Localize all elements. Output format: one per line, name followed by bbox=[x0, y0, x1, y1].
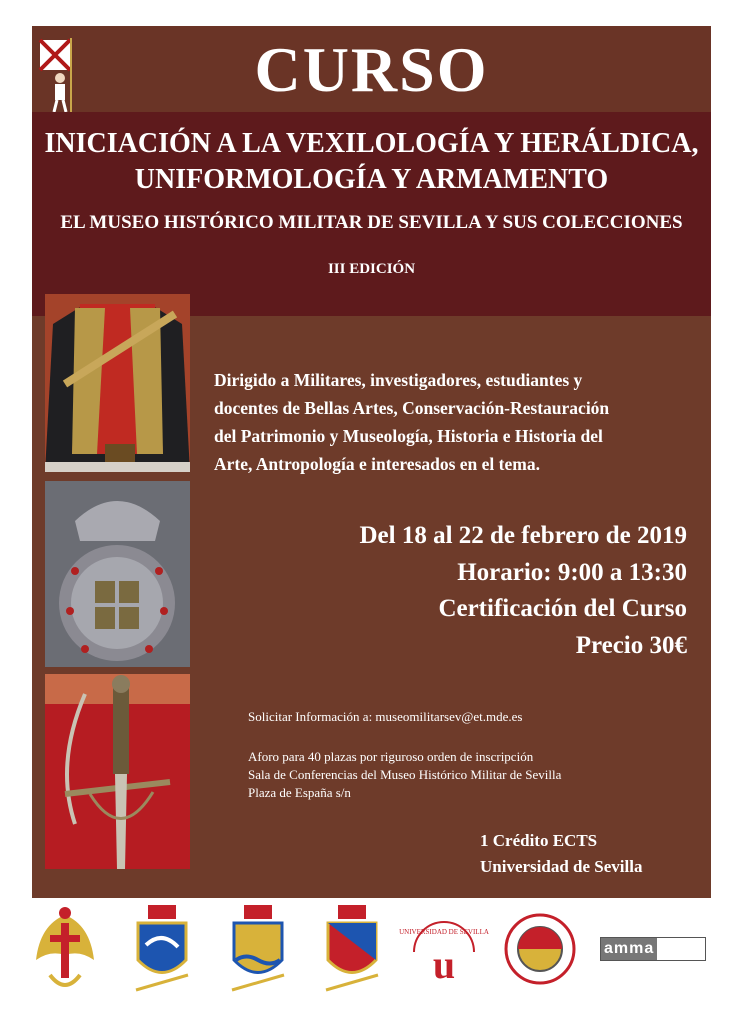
amma-logo bbox=[600, 937, 706, 961]
university-logo-icon bbox=[399, 912, 489, 992]
course-heading: CURSO bbox=[254, 34, 489, 105]
unit-shield-icon bbox=[226, 905, 290, 997]
audience-text bbox=[214, 366, 694, 478]
sword-photo bbox=[45, 674, 190, 869]
university-name: Universidad de Sevilla bbox=[480, 857, 643, 876]
regiment-shield-icon bbox=[130, 905, 194, 997]
audience-line3: del Patrimonio y Museología, Historia e Historia del bbox=[214, 426, 603, 446]
army-emblem-icon bbox=[30, 905, 100, 995]
course-schedule: Horario: 9:00 a 13:30 bbox=[457, 558, 687, 586]
museum-line: EL MUSEO HISTÓRICO MILITAR DE SEVILLA Y SUS COLECCIONES bbox=[60, 212, 683, 233]
course-title bbox=[32, 126, 711, 198]
svg-text:u: u bbox=[432, 942, 456, 987]
venue-details bbox=[248, 748, 561, 802]
course-dates: Del 18 al 22 de febrero de 2019 bbox=[359, 522, 687, 549]
ects-credit: 1 Crédito ECTS bbox=[480, 831, 598, 850]
venue-text: Sala de Conferencias del Museo Histórico Militar de Sevilla bbox=[248, 767, 562, 782]
course-details bbox=[359, 518, 687, 664]
capacity-text: Aforo para 40 plazas por riguroso orden de inscripción bbox=[248, 749, 534, 764]
course-certification: Certificación del Curso bbox=[438, 595, 687, 622]
university-logo-text: UNIVERSIDAD DE SEVILLA bbox=[399, 928, 489, 936]
course-title-line2: UNIFORMOLOGÍA Y ARMAMENTO bbox=[134, 164, 609, 195]
audience-line2: docentes de Bellas Artes, Conservación-Restauración bbox=[214, 398, 610, 418]
poster bbox=[32, 26, 711, 898]
edition-label: III EDICIÓN bbox=[327, 261, 416, 277]
amma-logo-text: amma bbox=[601, 938, 657, 960]
society-seal-icon bbox=[503, 912, 577, 986]
audience-line1: Dirigido a Militares, investigadores, estudiantes y bbox=[214, 370, 583, 390]
address-text: Plaza de España s/n bbox=[248, 785, 351, 800]
command-shield-icon bbox=[320, 905, 384, 997]
audience-line4: Arte, Antropología e interesados en el tema. bbox=[214, 454, 540, 474]
contact-info: Solicitar Información a: museomilitarsev@et.mde.es bbox=[248, 709, 523, 724]
course-price: Precio 30€ bbox=[575, 631, 687, 659]
course-title-line1: INICIACIÓN A LA VEXILOLOGÍA Y HERÁLDICA, bbox=[44, 128, 699, 159]
uniform-photo bbox=[45, 294, 190, 472]
coat-of-arms-photo bbox=[45, 481, 190, 667]
credits bbox=[480, 828, 642, 880]
